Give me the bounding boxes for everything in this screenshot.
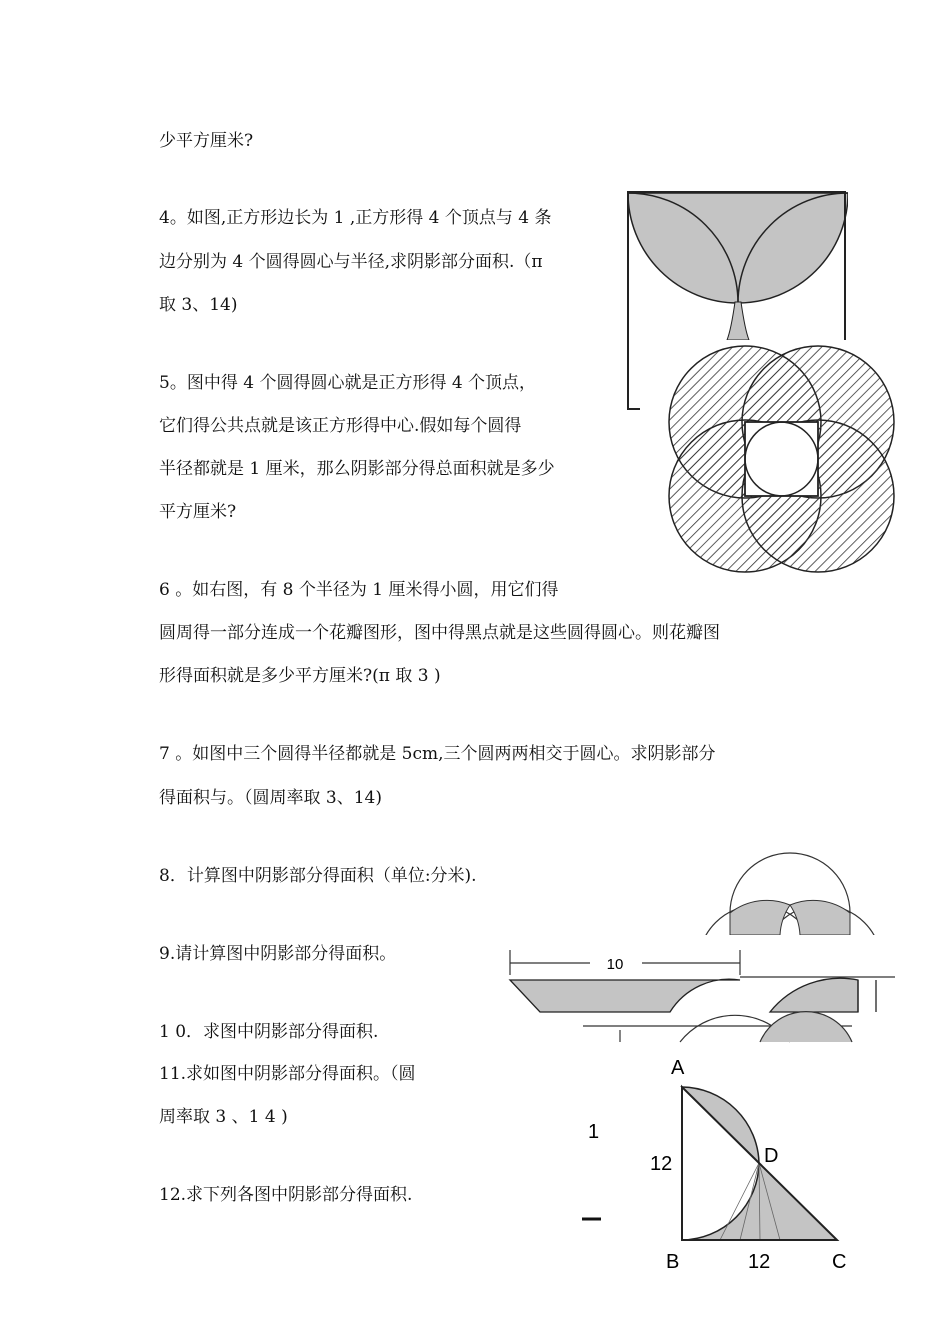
q11-label-a: A (671, 1057, 685, 1079)
question-7-line-1: 7 。如图中三个圆得半径都就是 5cm,三个圆两两相交于圆心。求阴影部分 (159, 744, 716, 764)
question-5-line-1: 5。图中得 4 个圆得圆心就是正方形得 4 个顶点， (159, 373, 537, 393)
question-9-line: 9.请计算图中阴影部分得面积。 (159, 944, 397, 964)
question-7-line-2: 得面积与。（圆周率取 3、14) (159, 788, 382, 808)
question-8-line: 8．计算图中阴影部分得面积（单位:分米). (159, 866, 477, 886)
question-11-line-2: 周率取 3 、1 4 ) (159, 1107, 288, 1127)
question-4-line-2: 边分别为 4 个圆得圆心与半径,求阴影部分面积.（π (159, 252, 543, 272)
q11-label-ab: 12 (650, 1153, 673, 1175)
question-12-line: 12.求下列各图中阴影部分得面积. (159, 1185, 413, 1205)
q9-width-label: 10 (606, 956, 624, 973)
question-5-line-2: 它们得公共点就是该正方形得中心.假如每个圆得 (159, 416, 522, 436)
question-6-line-3: 形得面积就是多少平方厘米?(π 取 3 ) (159, 666, 441, 686)
q11-label-d: D (764, 1145, 779, 1167)
question-5-line-4: 平方厘米? (159, 502, 237, 522)
question-5-line-3: 半径都就是 1 厘米，那么阴影部分得总面积就是多少 (159, 459, 555, 479)
question-10-line: 1 0．求图中阴影部分得面积. (159, 1022, 379, 1042)
q11-label-bc: 12 (748, 1251, 771, 1273)
q11-label-b: B (666, 1251, 680, 1273)
q11-label-c: C (832, 1251, 847, 1273)
q10-partial-label: 1 (588, 1121, 600, 1143)
question-6-line-1: 6 。如右图，有 8 个半径为 1 厘米得小圆，用它们得 (159, 580, 559, 600)
text-line: 少平方厘米? (159, 131, 254, 151)
question-4-line-1: 4。如图,正方形边长为 1 ,正方形得 4 个顶点与 4 条 (159, 208, 552, 228)
question-6-line-2: 圆周得一部分连成一个花瓣图形，图中得黑点就是这些圆得圆心。则花瓣图 (159, 623, 720, 643)
question-4-line-3: 取 3、14) (159, 295, 238, 315)
question-11-line-1: 11.求如图中阴影部分得面积。（圆 (159, 1064, 416, 1084)
